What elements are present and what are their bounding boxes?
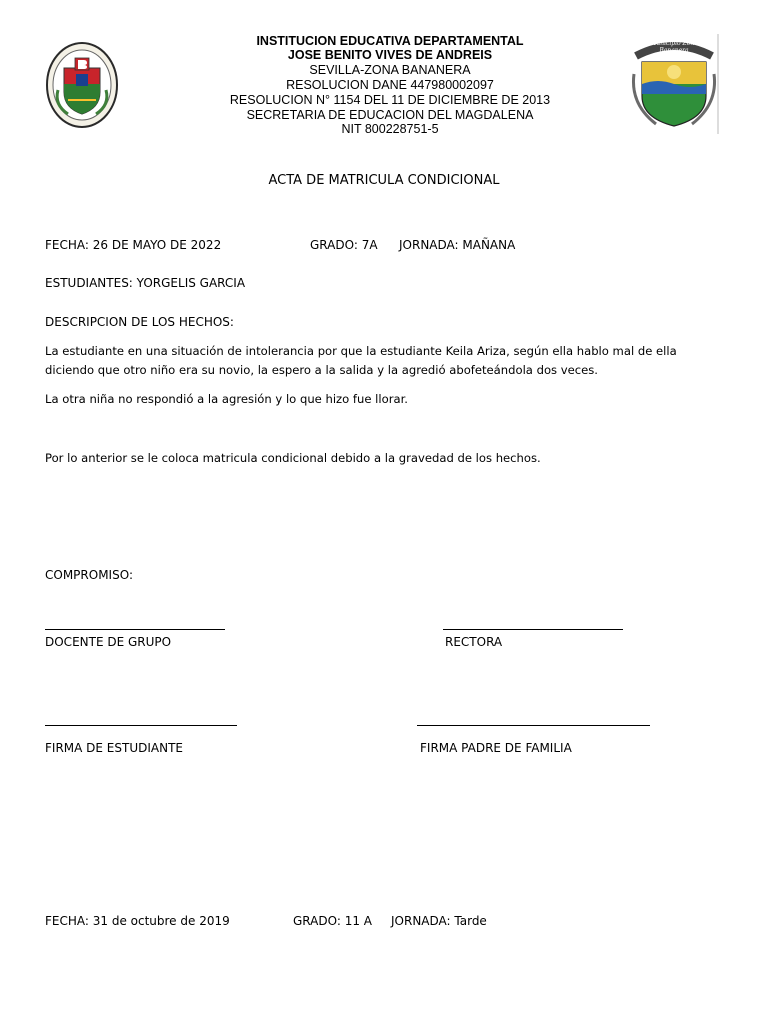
header-secretaria: SECRETARIA DE EDUCACION DEL MAGDALENA bbox=[246, 108, 534, 122]
header-dane: RESOLUCION DANE 447980002097 bbox=[286, 78, 494, 92]
description-line-2: diciendo que otro niño era su novio, la espero a la salida y la agredió abofeteándola dos veces. bbox=[45, 363, 598, 377]
jornada-label: JORNADA: MAÑANA bbox=[399, 238, 516, 252]
student-signature-label: FIRMA DE ESTUDIANTE bbox=[45, 741, 183, 755]
school-shield-logo bbox=[44, 40, 120, 130]
header-institution: INSTITUCION EDUCATIVA DEPARTAMENTAL bbox=[256, 34, 524, 48]
compromiso-heading: COMPROMISO: bbox=[45, 568, 133, 582]
header-nit: NIT 800228751-5 bbox=[341, 122, 439, 136]
grado-label-2: GRADO: 11 A bbox=[293, 914, 372, 928]
description-line-3: La otra niña no respondió a la agresión y lo que hizo fue llorar. bbox=[45, 392, 408, 406]
fecha-label-2: FECHA: 31 de octubre de 2019 bbox=[45, 914, 230, 928]
seal-lettering: Municipio Zona Bananera bbox=[650, 40, 698, 54]
descripcion-heading: DESCRIPCION DE LOS HECHOS: bbox=[45, 315, 234, 329]
header-resolution: RESOLUCION N° 1154 DEL 11 DE DICIEMBRE DE 2013 bbox=[229, 93, 551, 107]
docente-signature-line bbox=[45, 629, 225, 630]
estudiantes-label: ESTUDIANTES: YORGELIS GARCIA bbox=[45, 276, 246, 290]
jornada-label-2: JORNADA: Tarde bbox=[391, 914, 487, 928]
parent-signature-label: FIRMA PADRE DE FAMILIA bbox=[420, 741, 572, 755]
header-location: SEVILLA-ZONA BANANERA bbox=[309, 63, 471, 77]
conclusion-text: Por lo anterior se le coloca matricula condicional debido a la gravedad de los hechos. bbox=[45, 451, 541, 465]
fecha-label: FECHA: 26 DE MAYO DE 2022 bbox=[45, 238, 222, 252]
rectora-label: RECTORA bbox=[445, 635, 503, 649]
student-signature-line bbox=[45, 725, 237, 726]
document-title: ACTA DE MATRICULA CONDICIONAL bbox=[268, 173, 500, 188]
description-line-1: La estudiante en una situación de intolerancia por que la estudiante Keila Ariza, según ella hablo mal de ella bbox=[45, 344, 677, 358]
municipal-seal-logo bbox=[628, 34, 720, 134]
parent-signature-line bbox=[417, 725, 650, 726]
rectora-signature-line bbox=[443, 629, 623, 630]
docente-label: DOCENTE DE GRUPO bbox=[45, 635, 172, 649]
grado-label: GRADO: 7A bbox=[310, 238, 378, 252]
header-school-name: JOSE BENITO VIVES DE ANDREIS bbox=[287, 48, 493, 62]
